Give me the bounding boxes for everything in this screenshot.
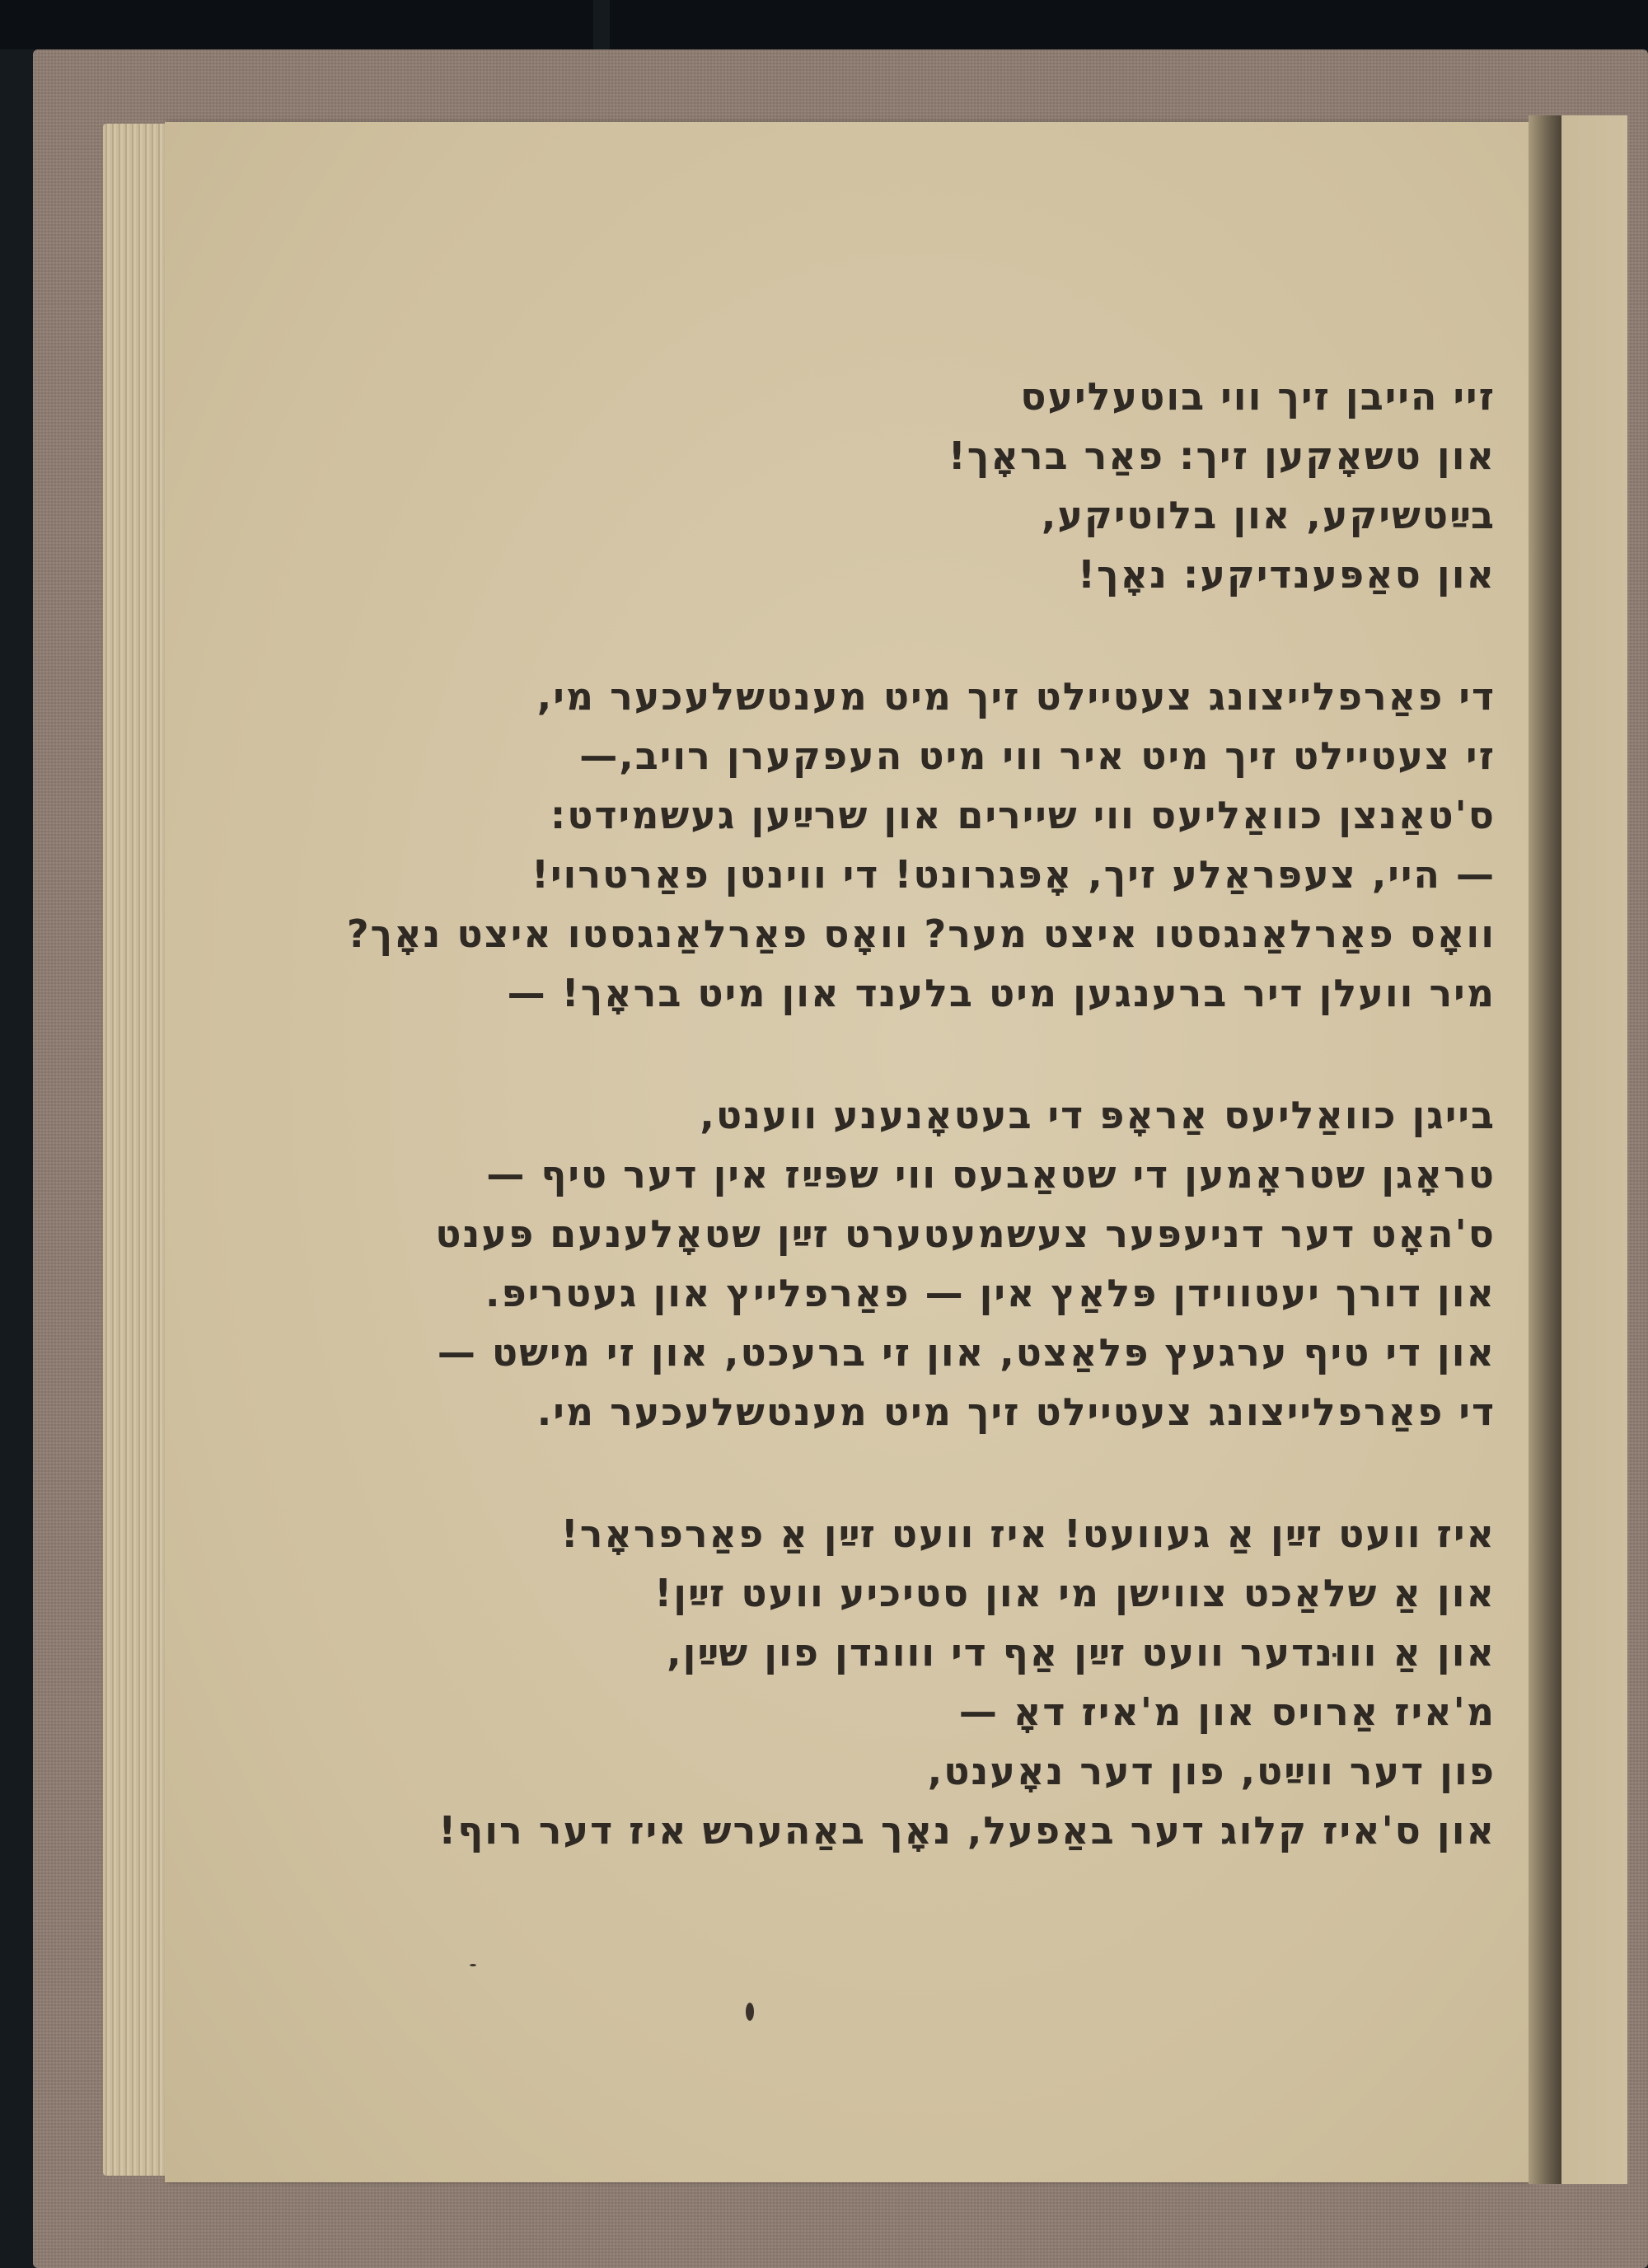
stanza-3	[435, 1085, 1496, 1441]
poem-text	[346, 367, 1496, 1923]
paper-speck	[746, 2003, 754, 2021]
poem-line: און די טיף ערגעץ פּלאַצט, און זי ברעכט, און זי מישט —	[437, 1330, 1496, 1375]
poem-line: ס'טאַנצן כוואַליעס ווי שיירים און שרײַען געשמידט:	[550, 793, 1496, 837]
poem-line: די פאַרפלייצונג צעטיילט זיך מיט מענטשלעכער מי,	[536, 674, 1496, 719]
poem-line: בײַטשיקע, און בלוטיקע,	[1041, 493, 1496, 537]
backdrop-strip-right	[610, 0, 1648, 49]
book-gutter	[1529, 115, 1561, 2184]
poem-line: איז וועט זײַן אַ געוועט! איז וועט זײַן אַ פאַרפראָר!	[560, 1511, 1496, 1556]
stanza-2	[346, 667, 1496, 1023]
poem-line: טראָגן שטראָמען די שטאַבעס ווי שפּײַז אין דער טיף —	[486, 1152, 1496, 1197]
poem-line: — היי, צעפּראַלע זיך, אָפּגרונט! די ווינטן פאַרטרוי!	[531, 852, 1496, 897]
poem-line: וואָס פאַרלאַנגסטו איצט מער? וואָס פאַרלאַנגסטו איצט נאָך?	[346, 911, 1496, 956]
poem-line: בייגן כוואַליעס אַראָפּ די בעטאָנענע ווענט,	[700, 1093, 1496, 1137]
backdrop-strip-left	[0, 0, 593, 49]
poem-line: און טשאָקען זיך: פאַר בראָך!	[948, 433, 1496, 478]
poem-line: פון דער ווײַט, פון דער נאָענט,	[927, 1749, 1496, 1793]
poem-line: זי צעטיילט זיך מיט איר ווי מיט העפקערן רויב,—	[579, 733, 1496, 778]
stanza-4	[438, 1504, 1496, 1860]
next-page-edge	[1561, 115, 1627, 2184]
poem-line: מיר וועלן דיר ברענגען מיט בלענד און מיט בראָך! —	[507, 971, 1496, 1015]
poem-line: און אַ וווּנדער וועט זײַן אַף די ווונדן פון שײַן,	[667, 1630, 1496, 1675]
poem-line: און סאַפּענדיקע: נאָך!	[1078, 552, 1496, 597]
poem-line: און אַ שלאַכט צווישן מי און סטיכיע וועט זײַן!	[654, 1571, 1496, 1615]
paper-speck	[470, 1964, 476, 1966]
stanza-1	[445, 367, 1496, 604]
poem-line: מ'איז אַרויס און מ'איז דאָ —	[958, 1689, 1496, 1734]
poem-line: און דורך יעטווידן פּלאַץ אין — פאַרפלייץ און געטריפּ.	[485, 1271, 1496, 1315]
poem-line: ס'האָט דער דניעפּער צעשמעטערט זײַן שטאָלענעם פּענט	[435, 1211, 1496, 1256]
poem-line: און ס'איז קלוג דער באַפעל, נאָך באַהערש איז דער רוף!	[438, 1808, 1496, 1853]
poem-line: די פאַרפלייצונג צעטיילט זיך מיט מענטשלעכער מי.	[536, 1389, 1496, 1434]
poem-line: זיי הייבן זיך ווי בוטעליעס	[1020, 374, 1496, 419]
